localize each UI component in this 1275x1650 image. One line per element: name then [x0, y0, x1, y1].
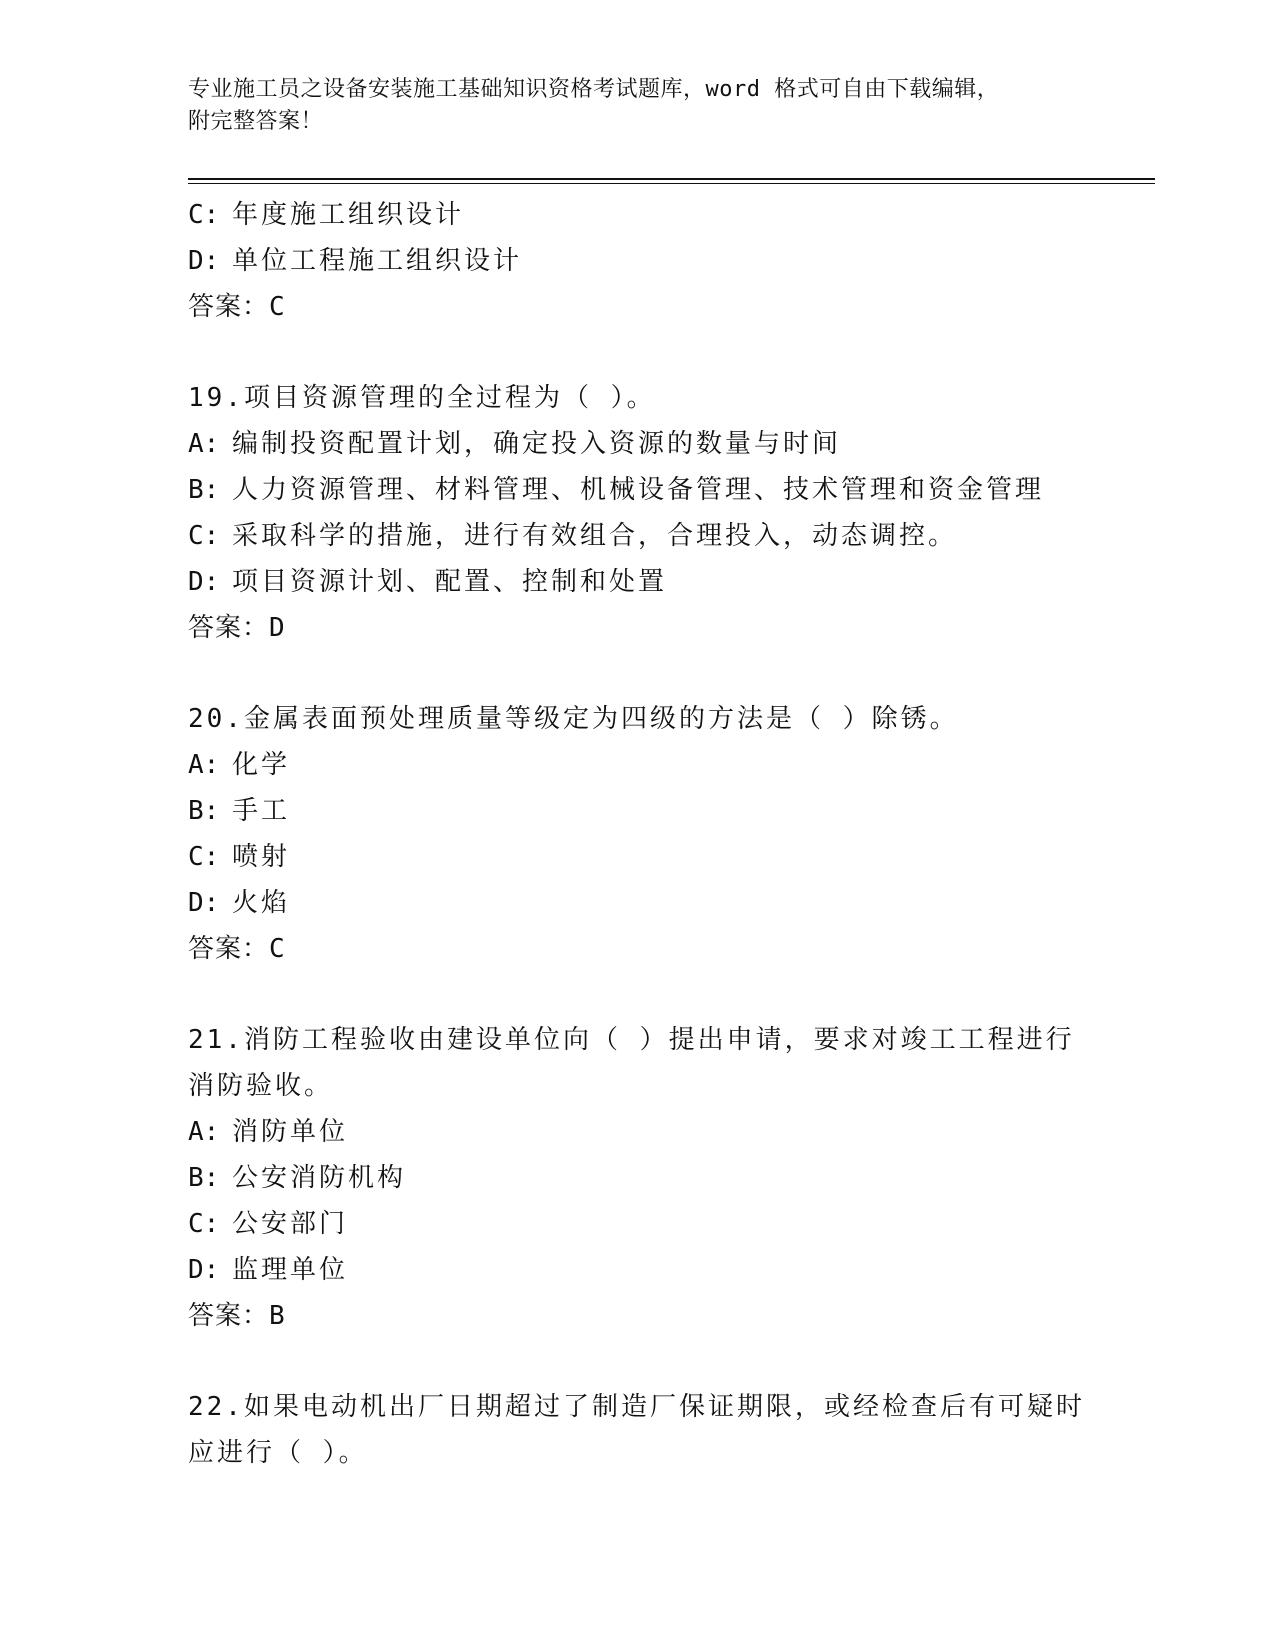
question-18-tail: [188, 192, 1088, 330]
question-21: [188, 1017, 1088, 1339]
option-a: A: 消防单位: [188, 1117, 349, 1147]
question-20: [188, 696, 1088, 972]
option-b: B: 公安消防机构: [188, 1163, 407, 1193]
option-c: C: 采取科学的措施，进行有效组合，合理投入，动态调控。: [188, 521, 958, 551]
answer-line: 答案：B: [188, 1301, 286, 1331]
option-a: A: 编制投资配置计划，确定投入资源的数量与时间: [188, 429, 842, 459]
header-line-1: 专业施工员之设备安装施工基础知识资格考试题库，word 格式可自由下载编辑，: [188, 77, 1000, 102]
header-rule-thin: [188, 183, 1155, 184]
question-stem-line-1: 21.消防工程验收由建设单位向（ ）提出申请，要求对竣工工程进行: [188, 1025, 1075, 1055]
option-a: A: 化学: [188, 750, 291, 780]
option-d: D: 监理单位: [188, 1255, 349, 1285]
option-d: D: 单位工程施工组织设计: [188, 246, 523, 276]
question-list: [188, 192, 1088, 1476]
question-stem: 19.项目资源管理的全过程为（ ）。: [188, 383, 656, 413]
header-line-2: 附完整答案！: [188, 109, 324, 134]
option-b: B: 手工: [188, 796, 291, 826]
option-c: C: 年度施工组织设计: [188, 200, 465, 230]
header-rule-thick: [188, 178, 1155, 180]
option-c: C: 公安部门: [188, 1209, 349, 1239]
question-22: [188, 1384, 1088, 1476]
question-stem-line-1: 22.如果电动机出厂日期超过了制造厂保证期限，或经检查后有可疑时: [188, 1392, 1085, 1422]
answer-line: 答案：C: [188, 934, 286, 964]
question-stem-line-2: 消防验收。: [188, 1071, 334, 1101]
option-c: C: 喷射: [188, 842, 291, 872]
option-d: D: 火焰: [188, 888, 291, 918]
answer-line: 答案：D: [188, 613, 286, 643]
option-d: D: 项目资源计划、配置、控制和处置: [188, 567, 668, 597]
answer-line: 答案：C: [188, 292, 286, 322]
question-stem: 20.金属表面预处理质量等级定为四级的方法是（ ）除锈。: [188, 704, 959, 734]
question-stem-line-2: 应进行（ ）。: [188, 1438, 368, 1468]
page-header: [188, 74, 1068, 138]
option-b: B: 人力资源管理、材料管理、机械设备管理、技术管理和资金管理: [188, 475, 1045, 505]
question-19: [188, 375, 1088, 651]
